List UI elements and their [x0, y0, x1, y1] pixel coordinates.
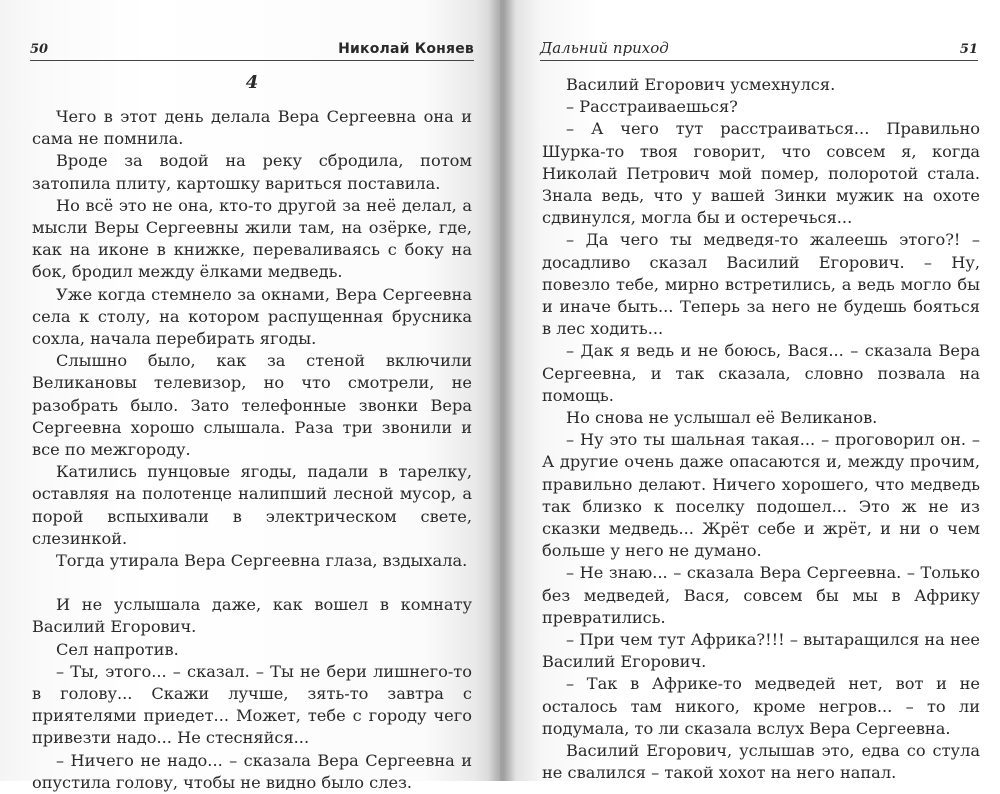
right-page-body: [542, 74, 980, 785]
paragraph: Слышно было, как за стеной включили Великановы телевизор, но что смотрели, не разобрать было. Зато телефонные звонки Вера Сергеевна хорошо слышала. Раза три звонили и все по межгороду.: [32, 351, 472, 460]
paragraph: – Ничего не надо... – сказала Вера Сергеевна и опустила голову, чтобы не видно было слез.: [32, 750, 472, 792]
paragraph: – Дак я ведь и не боюсь, Вася... – сказала Вера Сергеевна, и так сказала, словно позвала на помощь.: [542, 341, 980, 405]
paragraph: – Не знаю... – сказала Вера Сергеевна. – Только без медведей, Вася, совсем бы мы в Африку превратились.: [542, 563, 980, 627]
chapter-number: 4: [245, 72, 259, 93]
paragraph: Вроде за водой на реку сбродила, потом затопила плиту, картошку вариться поставила.: [32, 151, 472, 193]
paragraph: – Ну это ты шальная такая... – проговорил он. – А другие очень даже опасаются и, между прочим, правильно делают. Ничего хорошего, что медведь так близко к поселку подошел... Это ж не из сказки медведь... Жрёт себе и жрёт, и ни о чем больше у него не думано.: [542, 430, 980, 561]
paragraph: – Да чего ты медведя-то жалеешь этого?! – досадливо сказал Василий Егорович. – Ну, повезло тебе, мирно встретились, а ведь могло бы и иначе быть... Теперь за него не будешь бояться в лес ходить...: [542, 230, 980, 339]
paragraph: И не услышала даже, как вошел в комнату Василий Егорович.: [32, 595, 472, 637]
paragraph: Василий Егорович усмехнулся.: [566, 75, 836, 94]
paragraph: – При чем тут Африка?!!! – вытаращился на нее Василий Егорович.: [542, 630, 980, 672]
running-head-author: Николай Коняев: [338, 41, 474, 57]
page-number-left: 50: [30, 42, 49, 57]
left-page-body: [32, 106, 472, 794]
paragraph: Тогда утирала Вера Сергеевна глаза, вздыхала.: [56, 551, 468, 571]
paragraph: Но всё это не она, кто-то другой за неё делал, а мысли Веры Сергеевны жили там, на озёрке, где, как на иконе в книжке, переваливаясь с боку на бок, бродил между ёлками медведь.: [32, 195, 472, 282]
right-page-header: [540, 40, 978, 61]
left-page-header: [30, 40, 474, 61]
paragraph: Чего в этот день делала Вера Сергеевна она и сама не помнила.: [32, 107, 472, 149]
book-gutter-shadow: [488, 0, 516, 781]
paragraph: – Расстраиваешься?: [566, 97, 738, 117]
paragraph: Сел напротив.: [56, 639, 179, 659]
paragraph: – Ты, этого... – сказал. – Ты не бери лишнего-то в голову... Скажи лучше, зять-то завтра с приятелями приедет... Может, тебе с городу чего привезти надо... Не стесняйся...: [32, 661, 472, 748]
paragraph: Катились пунцовые ягоды, падали в тарелку, оставляя на полотенце налипший лесной мусор, а порой вспыхивали в электрическом свете, слезинкой.: [32, 462, 472, 548]
paragraph: Уже когда стемнело за окнами, Вера Сергеевна села к столу, на котором распущенная брусника сохла, начала перебирать ягоды.: [32, 284, 472, 349]
running-head-title: Дальний приход: [540, 39, 669, 57]
right-page: [500, 0, 1000, 781]
paragraph: Но снова не услышал её Великанов.: [566, 408, 878, 428]
page-number-right: 51: [959, 42, 978, 57]
left-page: [0, 0, 500, 792]
paragraph: Василий Егорович, услышав это, едва со стула не свалился – такой хохот на него напал.: [542, 741, 980, 783]
paragraph: – Так в Африке-то медведей нет, вот и не осталось там никого, кроме негров... – то ли подумала, то ли сказала вслух Вера Сергеевна.: [542, 674, 980, 738]
paragraph: – А чего тут расстраиваться... Правильно Шурка-то твоя говорит, что совсем я, когда Николай Петрович мой помер, полоротой стала. Знала ведь, что у вашей Зинки мужик на охоте сдвинулся, могла бы и остеречься...: [542, 119, 980, 228]
